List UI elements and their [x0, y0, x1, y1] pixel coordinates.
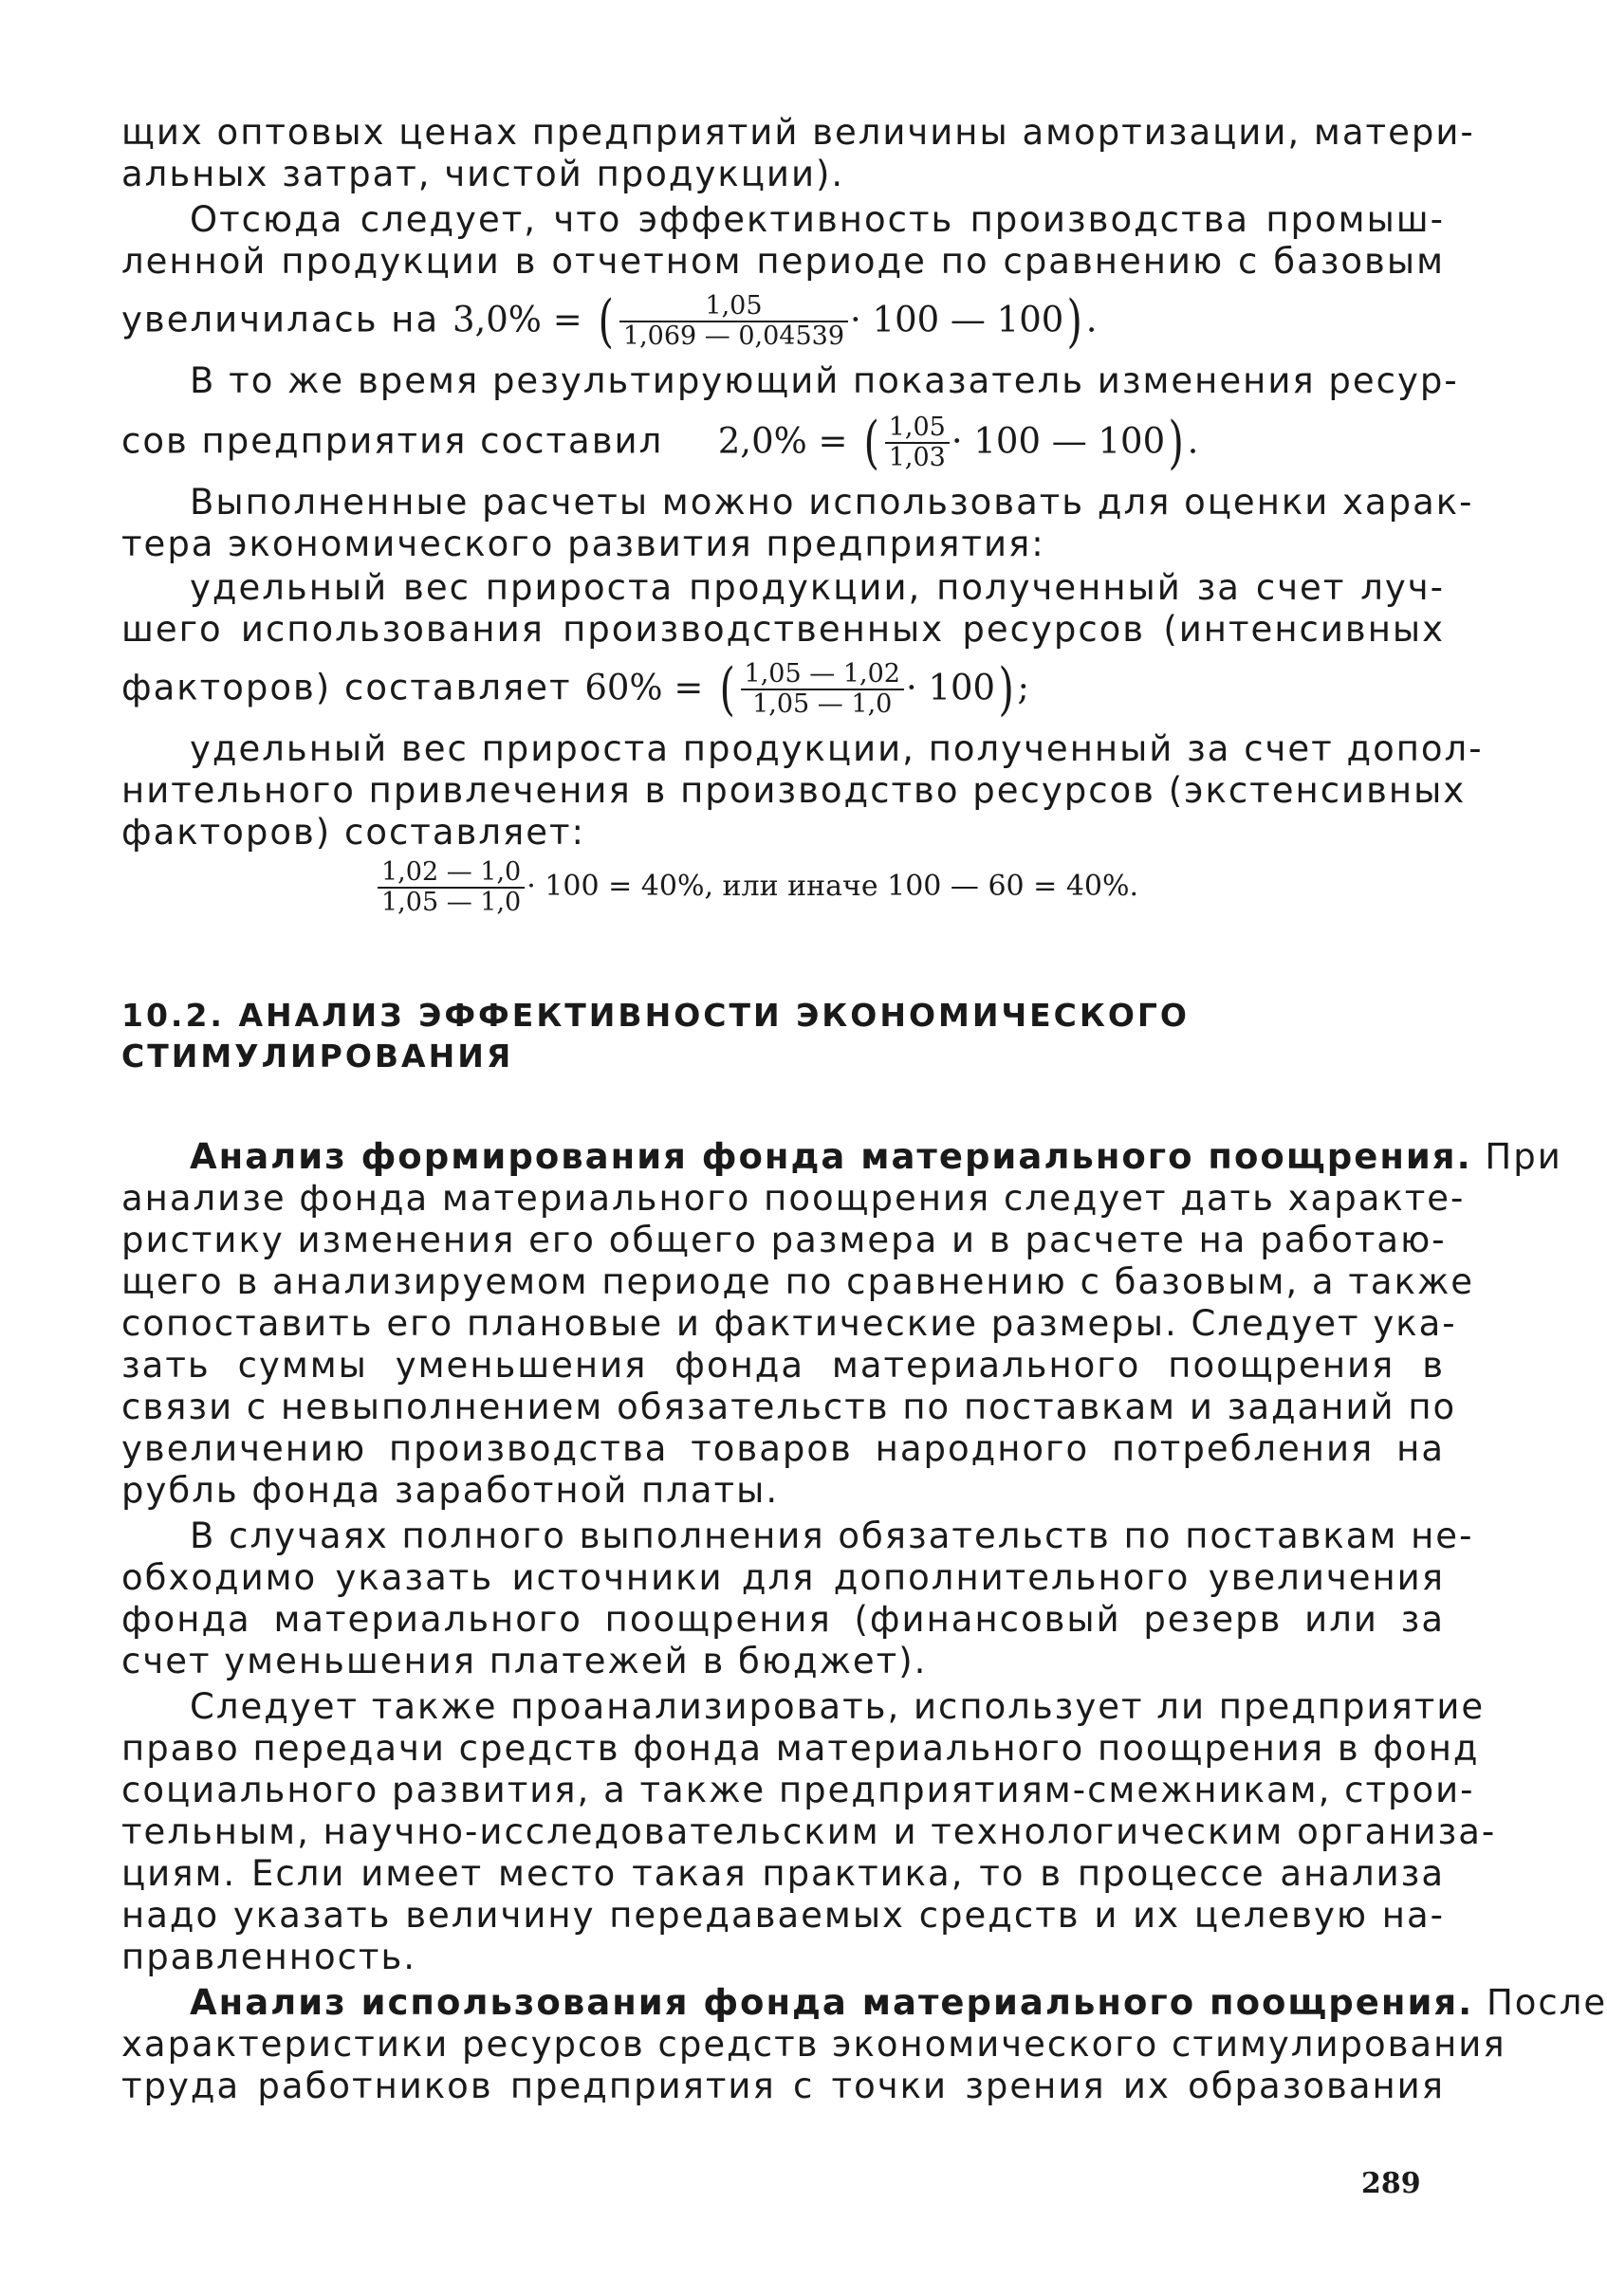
fraction-denominator: 1,069 — 0,04539	[619, 321, 848, 351]
paren-open: (	[719, 656, 736, 723]
text-line: сопоставить его плановые и фактические размеры. Следует ука-	[121, 1303, 1457, 1344]
text-line: фонда материального поощрения (финансовый резерв или за	[121, 1599, 1445, 1640]
fraction-denominator: 1,05 — 1,0	[741, 689, 904, 719]
fraction	[619, 292, 848, 351]
text-line: связи с невыполнением обязательств по поставкам и заданий по	[121, 1387, 1457, 1427]
text-fragment: сов предприятия составил	[121, 420, 664, 462]
formula-value: 60% =	[584, 667, 704, 708]
text-line: Отсюда следует, что эффективность производства промыш-	[190, 199, 1445, 240]
formula-tail: · 100 — 100	[951, 420, 1166, 462]
formula-end: ;	[1017, 667, 1029, 708]
text-line: В случаях полного выполнения обязательств по поставкам не-	[190, 1515, 1474, 1556]
text-line: Выполненные расчеты можно использовать для оценки харак-	[190, 482, 1474, 523]
formula-line-4	[376, 858, 1138, 917]
text-line: зать суммы уменьшения фонда материального поощрения в	[121, 1345, 1445, 1386]
fraction-numerator: 1,05	[705, 291, 763, 321]
text-line: тельным, научно-исследовательским и технологическим организа-	[121, 1811, 1497, 1852]
formula-tail: · 100 = 40%, или иначе 100 — 60 = 40%.	[526, 870, 1139, 903]
text-line: анализе фонда материального поощрения следует дать характе-	[121, 1178, 1466, 1219]
formula-value: 2,0% =	[717, 420, 848, 462]
text-line: обходимо указать источники для дополнительного увеличения	[121, 1557, 1445, 1598]
text-line: социального развития, а также предприятиям-смежникам, строи-	[121, 1770, 1475, 1810]
text-line: надо указать величину передаваемых средств и их целевую на-	[121, 1895, 1445, 1936]
formula-value: 3,0% =	[452, 299, 582, 340]
text-fragment: увеличилась на	[121, 299, 440, 340]
text-line: Следует также проанализировать, использует ли предприятие	[190, 1686, 1486, 1727]
section-heading: СТИМУЛИРОВАНИЯ	[121, 1038, 514, 1075]
formula-tail: · 100	[905, 667, 996, 708]
formula-end: .	[1085, 299, 1098, 340]
fraction	[885, 413, 950, 472]
text-line: альных затрат, чистой продукции).	[121, 154, 845, 194]
text-line: факторов) составляет:	[121, 812, 586, 853]
text-line: право передачи средств фонда материального поощрения в фонд	[121, 1728, 1480, 1769]
text-fragment: факторов) составляет	[121, 667, 572, 708]
text-line: увеличению производства товаров народного потребления на	[121, 1428, 1445, 1469]
paren-close: )	[1066, 288, 1083, 355]
paragraph-title: Анализ формирования фонда материального поощрения.	[190, 1136, 1472, 1177]
text-fragment: После	[1486, 1982, 1607, 2023]
formula-end: .	[1187, 420, 1199, 462]
text-line: щих оптовых ценах предприятий величины амортизации, матери-	[121, 112, 1475, 153]
text-line: ристику изменения его общего размера и в расчете на работаю-	[121, 1220, 1447, 1260]
section-heading: 10.2. АНАЛИЗ ЭФФЕКТИВНОСТИ ЭКОНОМИЧЕСКОГО	[121, 997, 1190, 1034]
fraction-denominator: 1,03	[885, 442, 950, 472]
page-number: 289	[1361, 2167, 1421, 2200]
fraction-numerator: 1,05	[888, 413, 946, 442]
text-line: ленной продукции в отчетном периоде по сравнению с базовым	[121, 241, 1445, 282]
text-line: тера экономического развития предприятия:	[121, 523, 1045, 564]
paren-open: (	[598, 288, 615, 355]
paren-close: )	[1168, 410, 1185, 476]
text-line: удельный вес прироста продукции, полученный за счет допол-	[190, 728, 1484, 769]
formula-line-1	[121, 288, 1445, 355]
paragraph-title: Анализ использования фонда материального поощрения.	[190, 1982, 1474, 2023]
text-line: труда работников предприятия с точки зрения их образования	[121, 2066, 1445, 2106]
formula-line-2	[121, 410, 1445, 476]
fraction-denominator: 1,05 — 1,0	[378, 887, 525, 917]
text-line	[190, 1136, 1562, 1178]
fraction	[741, 660, 904, 719]
text-fragment: При	[1485, 1136, 1562, 1177]
text-line: шего использования производственных ресурсов (интенсивных	[121, 609, 1445, 650]
text-line: правленность.	[121, 1937, 417, 1977]
fraction	[378, 858, 525, 917]
fraction-numerator: 1,02 — 1,0	[381, 857, 522, 887]
formula-tail: · 100 — 100	[850, 299, 1064, 340]
paren-close: )	[998, 656, 1015, 723]
text-line: циям. Если имеет место такая практика, то в процессе анализа	[121, 1853, 1445, 1894]
fraction-numerator: 1,05 — 1,02	[744, 659, 900, 689]
text-line: удельный вес прироста продукции, полученный за счет луч-	[190, 567, 1445, 608]
text-line: рубль фонда заработной платы.	[121, 1470, 780, 1511]
text-line	[190, 1982, 1607, 2024]
text-line: В то же время результирующий показатель изменения ресур-	[190, 360, 1459, 401]
text-line: щего в анализируемом периоде по сравнению с базовым, а также	[121, 1261, 1475, 1302]
paren-open: (	[863, 410, 880, 476]
text-line: нительного привлечения в производство ресурсов (экстенсивных	[121, 770, 1467, 811]
text-line: характеристики ресурсов средств экономического стимулирования	[121, 2024, 1506, 2065]
text-line: счет уменьшения платежей в бюджет).	[121, 1641, 928, 1681]
formula-line-3	[121, 656, 1445, 723]
